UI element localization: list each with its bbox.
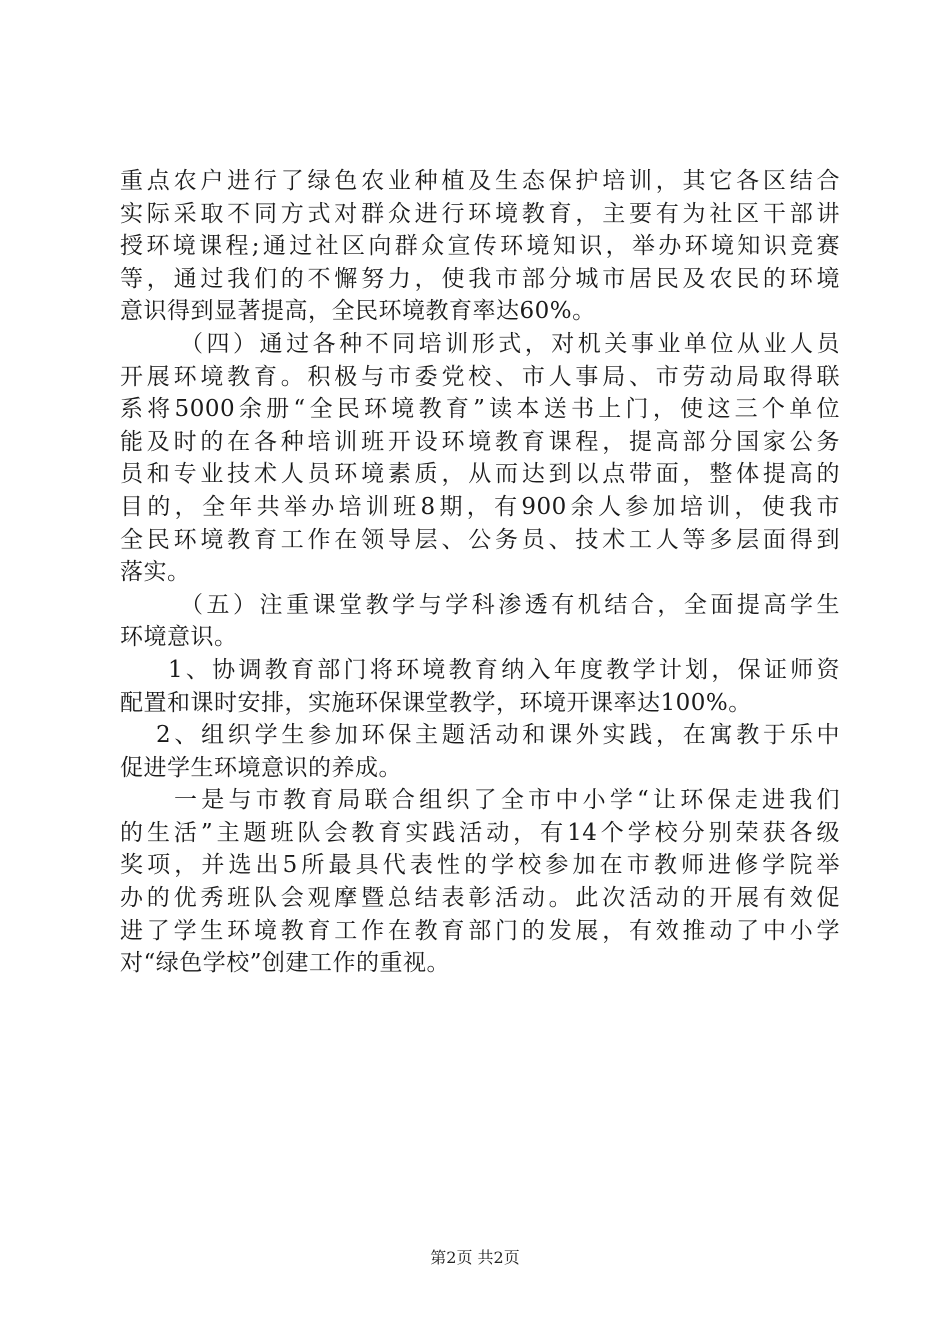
paragraph-start: 一是与市教育局联合组织了全市中小学“让环保走进我们 [174,787,840,814]
list-item-two: 2、组织学生参加环保主题活动和课外实践，在寓教于乐中 [156,722,840,749]
text-line: 配置和课时安排，实施环保课堂教学，环境开课率达100%。 [120,689,752,716]
text-line: 环境意识。 [120,624,238,651]
text-line: 能及时的在各种培训班开设环境教育课程，提高部分国家公务 [120,428,840,455]
text-line: 对“绿色学校”创建工作的重视。 [120,950,451,977]
section-heading-four: （四）通过各种不同培训形式，对机关事业单位从业人员 [180,330,840,357]
text-line: 等，通过我们的不懈努力，使我市部分城市居民及农民的环境 [120,265,840,292]
text-line: 促进学生环境意识的养成。 [120,754,402,781]
text-line: 目的，全年共举办培训班8期，有900余人参加培训，使我市 [120,493,840,520]
text-line: 进了学生环境教育工作在教育部门的发展，有效推动了中小学 [120,917,840,944]
page-footer: 第2页 共2页 [430,1248,520,1267]
text-line: 实际采取不同方式对群众进行环境教育，主要有为社区干部讲 [120,200,840,227]
document-body [120,165,840,980]
text-line: 开展环境教育。积极与市委党校、市人事局、市劳动局取得联 [120,363,840,390]
text-line: 办的优秀班队会观摩暨总结表彰活动。此次活动的开展有效促 [120,885,840,912]
text-line: 系将5000余册“全民环境教育”读本送书上门，使这三个单位 [120,396,840,423]
list-item-one: 1、协调教育部门将环境教育纳入年度教学计划，保证师资 [168,656,840,683]
text-line: 意识得到显著提高，全民环境教育率达60%。 [120,298,596,325]
section-heading-five: （五）注重课堂教学与学科渗透有机结合，全面提高学生 [180,591,840,618]
text-line: 奖项，并选出5所最具代表性的学校参加在市教师进修学院举 [120,852,840,879]
text-line: 重点农户进行了绿色农业种植及生态保护培训，其它各区结合 [120,168,840,194]
text-line: 全民环境教育工作在领导层、公务员、技术工人等多层面得到 [120,526,840,553]
text-line: 员和专业技术人员环境素质，从而达到以点带面，整体提高的 [120,461,840,488]
text-line: 落实。 [120,559,191,586]
text-line: 授环境课程;通过社区向群众宣传环境知识，举办环境知识竞赛 [120,233,840,260]
text-line: 的生活”主题班队会教育实践活动，有14个学校分别荣获各级 [120,819,840,846]
